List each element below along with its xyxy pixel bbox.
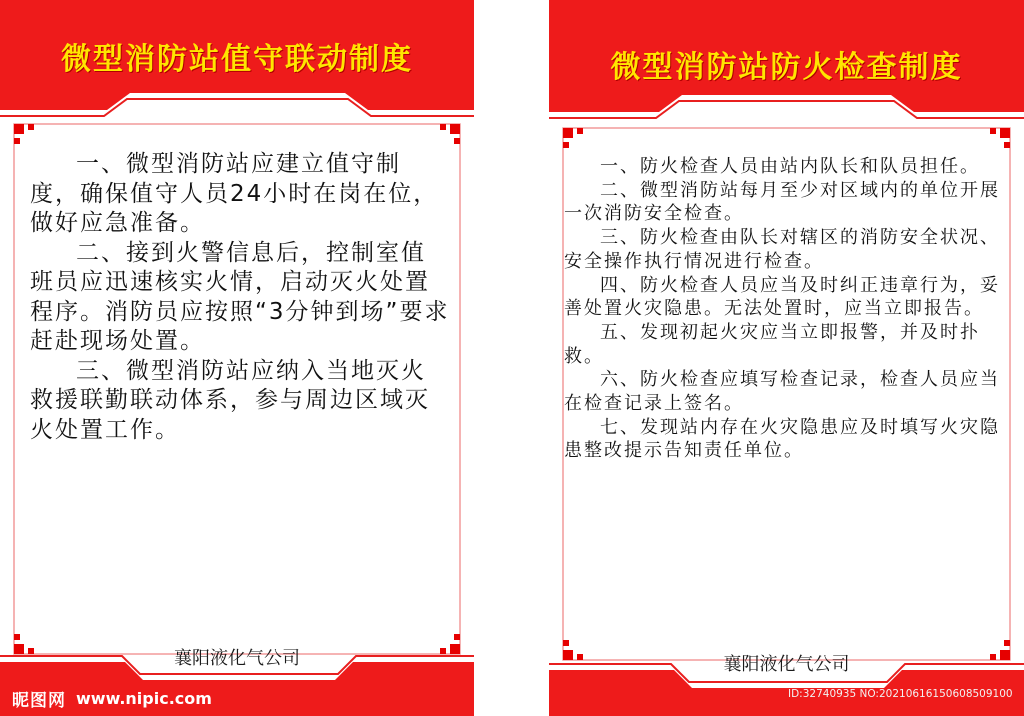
right-paragraph-2: 二、微型消防站每月至少对区域内的单位开展一次消防安全检查。 xyxy=(564,179,1000,225)
left-paragraph-3: 三、微型消防站应纳入当地灭火救援联勤联动体系，参与周边区域灭火处置工作。 xyxy=(30,357,430,443)
image-id-text: ID:32740935 NO:20210616150608509100 xyxy=(788,688,1013,700)
right-paragraph-5: 五、发现初起火灾应当立即报警，并及时扑救。 xyxy=(564,321,980,367)
right-paragraph-7: 七、发现站内存在火灾隐患应及时填写火灾隐患整改提示告知责任单位。 xyxy=(564,416,1000,462)
right-signboard xyxy=(549,0,1024,716)
left-paragraph-2: 二、接到火警信息后，控制室值班员应迅速核实火情，启动灭火处置程序。消防员应按照“3分钟到场”要求赶赴现场处置。 xyxy=(30,239,450,354)
right-paragraph-1: 一、防火检查人员由站内队长和队员担任。 xyxy=(600,156,980,177)
right-company-name: 襄阳液化气公司 xyxy=(723,654,850,675)
left-signboard xyxy=(0,0,474,716)
right-body xyxy=(564,155,1004,463)
left-title: 微型消防站值守联动制度 xyxy=(61,42,413,77)
right-paragraph-6: 六、防火检查应填写检查记录，检查人员应当在检查记录上签名。 xyxy=(564,369,1000,415)
left-paragraph-1: 一、微型消防站应建立值守制度，确保值守人员24小时在岗在位，做好应急准备。 xyxy=(30,151,439,236)
watermark-logo: 昵图网 xyxy=(12,691,66,711)
site-watermark xyxy=(12,686,212,711)
left-body xyxy=(30,150,450,445)
right-paragraph-3: 三、防火检查由队长对辖区的消防安全状况、安全操作执行情况进行检查。 xyxy=(564,227,1000,272)
left-company-name: 襄阳液化气公司 xyxy=(174,648,300,669)
right-paragraph-4: 四、防火检查人员应当及时纠正违章行为，妥善处置火灾隐患。无法处置时，应当立即报告。 xyxy=(564,274,1000,320)
right-title: 微型消防站防火检查制度 xyxy=(610,50,963,85)
watermark-url: www.nipic.com xyxy=(76,689,212,708)
